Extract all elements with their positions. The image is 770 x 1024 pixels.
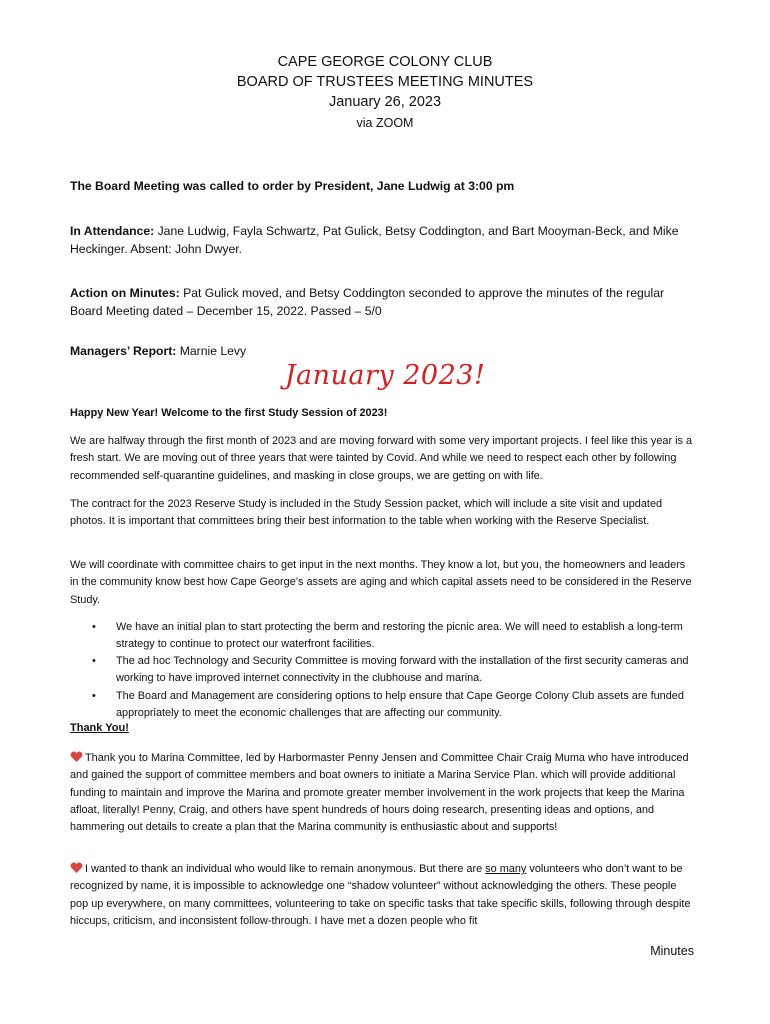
bullet-text: We have an initial plan to start protecting the berm and restoring the picnic area. We will need to establish a long-term strategy to continue to protect our waterfront facilities. <box>116 621 683 651</box>
action-minutes-section <box>70 284 695 320</box>
page-footer: Minutes <box>650 944 694 958</box>
heart-icon <box>70 862 83 873</box>
thanks-text-1: Thank you to Marina Committee, led by Harbormaster Penny Jensen and Committee Chair Craig Muma who have introduced and gained the support of committee members and boat owners to initiate a Marina Service Plan. which will provide additional funding to maintain and improve the Marina and promote greater member involvement in the work projects that keep the Marina afloat, literally! Penny, Craig, and others have spent hundreds of hours doing research, presenting ideas and options, and hammering out details to create a plan that the Marina community is enthusiastic about and supports! <box>70 752 689 834</box>
bullet-icon: • <box>92 690 96 702</box>
heart-icon <box>70 751 83 762</box>
bullet-text: The ad hoc Technology and Security Committee is moving forward with the installation of the first security cameras and working to have improved internet connectivity in the clubhouse and marina. <box>116 655 689 685</box>
bullet-text: The Board and Management are considering options to help ensure that Cape George Colony Club assets are funded appropriately to meet the economic challenges that are affecting our community. <box>116 690 684 720</box>
paragraph-1: We are halfway through the first month of 2023 and are moving forward with some very important projects. I feel like this year is a fresh start. We are moving out of three years that were tainted by Covid. And while we need to respect each other by following recommended self-quarantine guidelines, and masking in close groups, we are getting on with life. <box>70 435 693 482</box>
action-minutes-label: Action on Minutes: <box>70 286 180 300</box>
thanks-text-2b: volunteers who don’t want to be recognized by name, it is impossible to acknowledge one “shadow volunteer” without acknowledging the others. These people pop up everywhere, on many committees, volunteering to take on specific tasks that take specific skills, following through despite hiccups, criticism, and inconsistent follow-through. I have met a dozen people who fit <box>70 863 691 927</box>
thanks-text-2-underlined: so many <box>485 863 527 875</box>
managers-report-section <box>70 342 695 360</box>
thanks-paragraph-1 <box>70 750 695 836</box>
meeting-venue: via ZOOM <box>356 116 414 130</box>
attendance-label: In Attendance: <box>70 224 155 238</box>
script-title: January 2023! <box>284 360 486 391</box>
thanks-paragraph-2 <box>70 861 695 930</box>
paragraph-3: We will coordinate with committee chairs to get input in the next months. They know a lot, but you, the homeowners and leaders in the community know best how Cape George’s assets are aging and which capital assets need to be considered in the Reserve Study. <box>70 559 692 606</box>
bullet-icon: • <box>92 655 96 667</box>
managers-report-text: Marnie Levy <box>179 344 247 358</box>
paragraph-2: The contract for the 2023 Reserve Study is included in the Study Session packet, which will include a site visit and updated photos. It is important that committees bring their best information to the table when working with the Reserve Specialist. <box>70 498 663 528</box>
managers-report-label: Managers’ Report: <box>70 344 177 358</box>
bullet-icon: • <box>92 621 96 633</box>
document-title: BOARD OF TRUSTEES MEETING MINUTES <box>236 74 534 90</box>
attendance-text: Jane Ludwig, Fayla Schwartz, Pat Gulick, Betsy Coddington, and Bart Mooyman-Beck, and Mike Heckinger. Absent: John Dwyer. <box>70 224 679 256</box>
thanks-text-2a: I wanted to thank an individual who would like to remain anonymous. But there are <box>85 863 486 875</box>
call-to-order-text: The Board Meeting was called to order by President, Jane Ludwig at 3:00 pm <box>70 179 515 193</box>
welcome-heading: Happy New Year! Welcome to the first Study Session of 2023! <box>70 407 388 419</box>
call-to-order <box>70 177 695 195</box>
action-minutes-text: Pat Gulick moved, and Betsy Coddington seconded to approve the minutes of the regular Board Meeting dated – December 15, 2022. Passed – 5/0 <box>70 286 665 318</box>
thank-you-heading: Thank You! <box>70 722 129 734</box>
meeting-date: January 26, 2023 <box>328 94 442 110</box>
attendance-section <box>70 222 695 258</box>
document-header <box>0 52 770 132</box>
org-name: CAPE GEORGE COLONY CLUB <box>277 54 493 70</box>
